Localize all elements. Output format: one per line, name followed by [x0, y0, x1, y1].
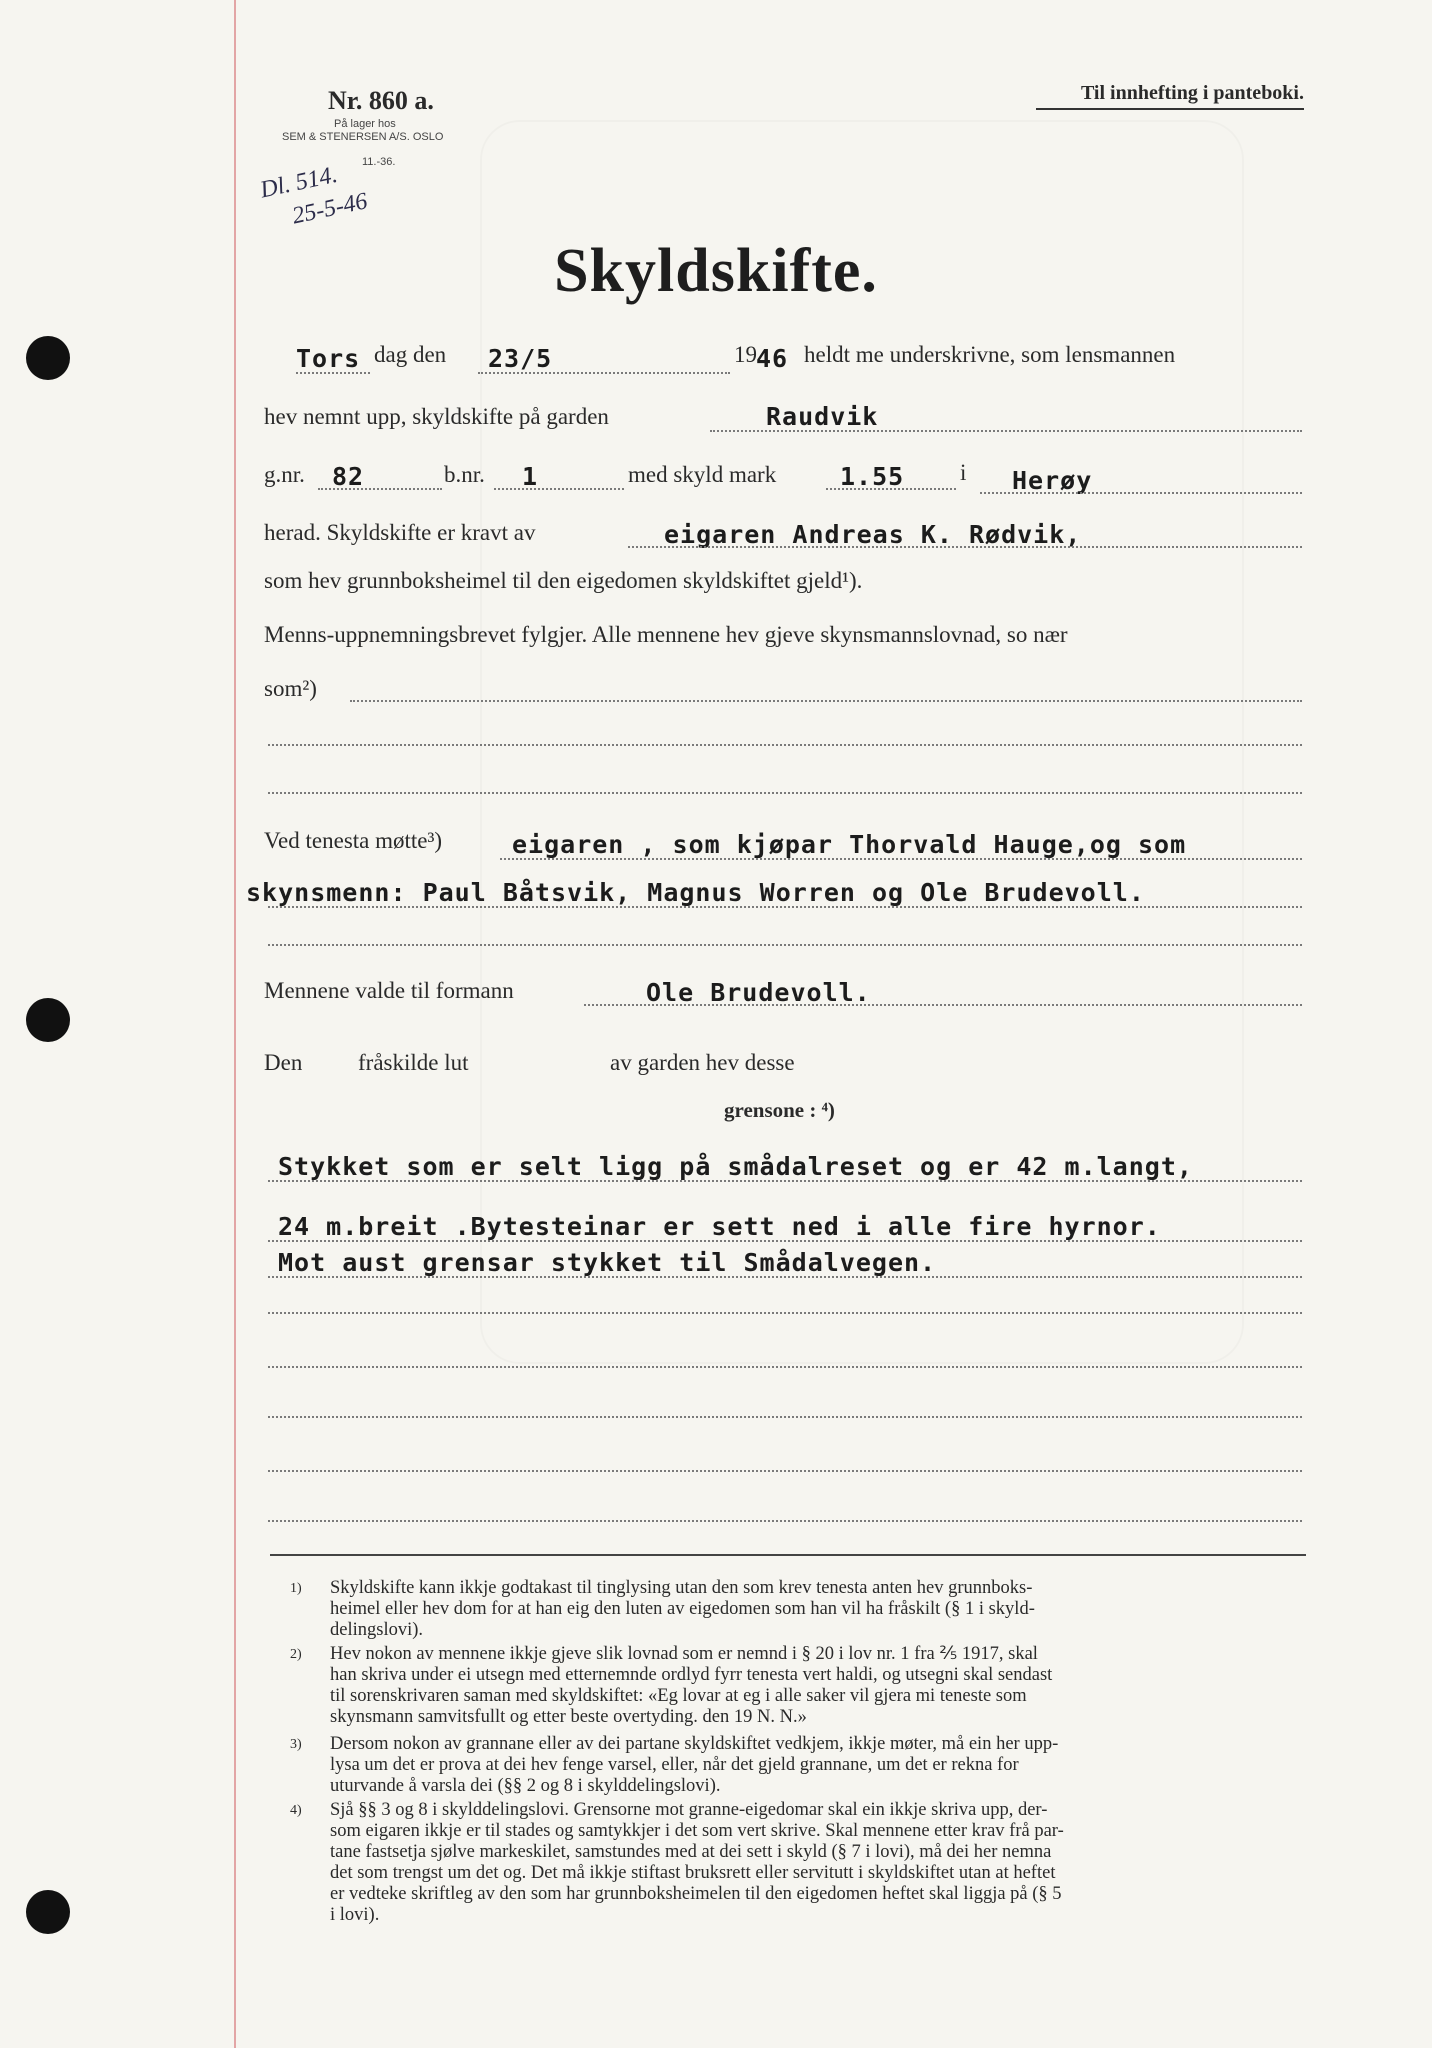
binder-hole — [26, 336, 70, 380]
typed-farm: Raudvik — [766, 402, 879, 431]
footnote-rule — [270, 1554, 1306, 1556]
footnote-line: i lovi). — [330, 1905, 380, 1925]
filing-label: Til innhefting i panteboki. — [1080, 82, 1304, 104]
fill-line — [268, 906, 1302, 908]
fill-line — [478, 372, 730, 374]
footnote-number: 4) — [290, 1803, 302, 1818]
label-day: dag den — [374, 342, 447, 367]
filing-label-underline — [1036, 108, 1304, 110]
fill-line — [268, 1520, 1302, 1522]
fill-line — [268, 1240, 1302, 1242]
typed-bnr: 1 — [522, 462, 539, 491]
footnote-line: delingslovi). — [330, 1620, 424, 1640]
footnote-line: det som trengst um det og. Det må ikkje stiftast bruksrett eller servitutt i skyldskiftet utan at heftet — [330, 1863, 1056, 1883]
fill-line — [318, 488, 442, 490]
typed-attendees: eigaren , som kjøpar Thorvald Hauge,og som — [512, 830, 1187, 859]
fill-line — [296, 372, 370, 374]
label-gnr: g.nr. — [264, 462, 305, 487]
label-chair: Mennene valde til formann — [264, 978, 514, 1003]
fill-line — [268, 792, 1302, 794]
typed-herad: Herøy — [1012, 466, 1093, 495]
printer-line: SEM & STENERSEN A/S. OSLO — [282, 131, 444, 143]
handwritten-note: 25-5-46 — [290, 188, 370, 230]
typed-year: 46 — [756, 344, 789, 373]
label-i: i — [960, 460, 967, 485]
footnote-line: er vedteke skriftleg av den som har grunnboksheimelen til den eigedomen heftet skal liggja på (§ 5 — [330, 1884, 1062, 1904]
typed-chair: Ole Brudevoll. — [646, 978, 871, 1007]
footnote-number: 2) — [290, 1647, 302, 1662]
typed-date: 23/5 — [488, 344, 553, 373]
binder-hole — [26, 1890, 70, 1934]
printer-line: På lager hos — [334, 118, 396, 130]
label-line1: heldt me underskrivne, som lensmannen — [804, 342, 1176, 367]
typed-day: Tors — [296, 344, 361, 373]
footnote-2 — [290, 1644, 1053, 1728]
label-skyld: med skyld mark — [628, 462, 777, 487]
fill-line — [268, 1180, 1302, 1182]
footnote-line: skynsmann samvitsfullt og etter beste overtyding. den 19 N. N.» — [330, 1707, 807, 1727]
footnote-line: Sjå §§ 3 og 8 i skylddelingslovi. Grensorne mot granne-eigedomar skal ein ikkje skriva upp, der- — [330, 1800, 1048, 1820]
text-line: som hev grunnboksheimel til den eigedomen skyldskiftet gjeld¹). — [264, 568, 863, 593]
footnote-line: Skyldskifte kann ikkje godtakast til tinglysing utan den som krev tenesta anten hev grunnboks- — [330, 1578, 1033, 1598]
typed-attendees: skynsmenn: Paul Båtsvik, Magnus Worren og Ole Brudevoll. — [246, 878, 1145, 907]
footnote-line: uturvande å varsla dei (§§ 2 og 8 i skylddelingslovi). — [330, 1776, 721, 1796]
footnote-4 — [290, 1800, 1064, 1926]
fill-line — [268, 1416, 1302, 1418]
footnote-line: tane fastsetja sjølve markeskilet, samstundes med at dei sett i skyld (§ 7 i lovi), må dei her nemna — [330, 1842, 1052, 1862]
footnote-line: til sorenskrivaren saman med skyldskiftet: «Eg lovar at eg i alle saker vil gjera mi teneste som — [330, 1686, 1027, 1706]
fill-line — [268, 1366, 1302, 1368]
fill-line — [268, 1470, 1302, 1472]
footnote-number: 3) — [290, 1737, 302, 1752]
text-line: Menns-uppnemningsbrevet fylgjer. Alle mennene hev gjeve skynsmannslovnad, so nær — [264, 622, 1068, 647]
footnote-1 — [290, 1578, 1035, 1641]
footnote-3 — [290, 1734, 1059, 1797]
typed-boundary: Mot aust grensar stykket til Smådalvegen. — [278, 1248, 937, 1277]
label-fraskilde: fråskilde lut — [358, 1050, 469, 1075]
fill-line — [268, 1276, 1302, 1278]
label-requester: herad. Skyldskifte er kravt av — [264, 520, 536, 545]
footnote-line: Hev nokon av mennene ikkje gjeve slik lovnad som er nemnd i § 20 i lov nr. 1 fra ⅖ 1917, skal — [330, 1644, 1038, 1664]
label-bnr: b.nr. — [444, 462, 485, 487]
label-som: som²) — [264, 676, 317, 701]
fill-line — [500, 858, 1302, 860]
label-attendees: Ved tenesta møtte³) — [264, 828, 443, 853]
document-title: Skyldskifte. — [554, 237, 878, 305]
form-number: Nr. 860 a. — [328, 86, 434, 115]
fill-line — [268, 944, 1302, 946]
label-grensone: grensone : ⁴) — [724, 1098, 835, 1122]
fill-line — [980, 492, 1302, 494]
fill-line — [628, 546, 1302, 548]
footnote-line: lysa um det er prova at dei hev fenge varsel, eller, når det gjeld grannane, um det er rekna for — [330, 1755, 1019, 1775]
binder-hole — [26, 998, 70, 1042]
fill-line — [826, 488, 956, 490]
margin-rule — [234, 0, 236, 2048]
footnote-line: heimel eller hev dom for at han eig den luten av eigedomen som han vil ha fråskilt (§ 1 i skyld- — [330, 1599, 1035, 1619]
typed-boundary: 24 m.breit .Bytesteinar er sett ned i alle fire hyrnor. — [278, 1212, 1161, 1241]
footnote-line: Dersom nokon av grannane eller av dei partane skyldskiftet vedkjem, ikkje møter, må ein her upp- — [330, 1734, 1059, 1754]
fill-line — [494, 488, 624, 490]
fill-line — [584, 1004, 1302, 1006]
label-den: Den — [264, 1050, 303, 1075]
printer-line: 11.-36. — [362, 156, 396, 168]
footnote-line: som eigaren ikkje er til stades og samtykkjer i det som vert skrive. Skal mennene etter krav frå par- — [330, 1821, 1064, 1841]
typed-boundary: Stykket som er selt ligg på smådalreset og er 42 m.langt, — [278, 1152, 1193, 1181]
fill-line — [268, 1312, 1302, 1314]
typed-requester: eigaren Andreas K. Rødvik, — [664, 520, 1082, 549]
fill-line — [710, 430, 1302, 432]
typed-gnr: 82 — [332, 462, 365, 491]
typed-skyld: 1.55 — [840, 462, 905, 491]
fill-line — [268, 744, 1302, 746]
fill-line — [350, 700, 1302, 702]
handwritten-note: Dl. 514. — [258, 161, 340, 204]
label-garden: av garden hev desse — [610, 1050, 795, 1075]
label-farm: hev nemnt upp, skyldskifte på garden — [264, 404, 609, 429]
label-year-prefix: 19 — [734, 342, 757, 367]
footnote-number: 1) — [290, 1581, 302, 1596]
footnote-line: han skriva under ei utsegn med etternemnde ordlyd fyrr tenesta vert haldi, og utsegni skal sendast — [330, 1665, 1053, 1685]
